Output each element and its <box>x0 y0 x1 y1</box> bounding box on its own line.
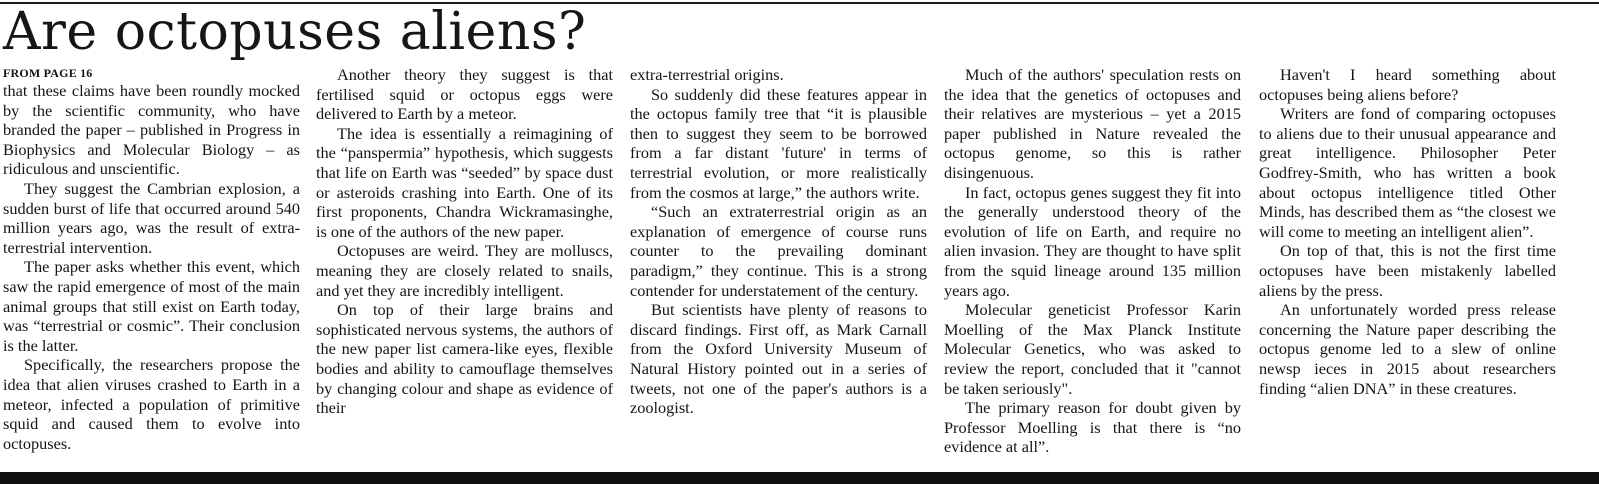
paragraph: Specifically, the researchers propose the idea that alien viruses crashed to Earth in a meteor, infected a population of primitive squid and caused them to evolve into octopuses. <box>3 355 300 453</box>
paragraph: “Such an extraterrestrial origin as an explanation of emergence of course runs counter to the prevailing dominant paradigm,” they continue. This is a strong contender for understatement of the century. <box>630 202 927 300</box>
paragraph: The primary reason for doubt given by Professor Moelling is that there is “no evidence at all”. <box>944 398 1241 457</box>
paragraph: extra-terrestrial origins. <box>630 65 784 84</box>
paragraph: But scientists have plenty of reasons to discard findings. First off, as Mark Carnall from the Oxford University Museum of Natural History pointed out in a series of tweets, not one of the paper's authors is a zoologist. <box>630 300 927 418</box>
paragraph: Much of the authors' speculation rests on the idea that the genetics of octopuses and their relatives are mysterious – yet a 2015 paper published in Nature revealed the octopus genome, so this is rather disingenuous. <box>944 65 1241 182</box>
paragraph: An unfortunately worded press release concerning the Nature paper describing the octopus genome led to a slew of online newsp ieces in 2015 about researchers finding “alien DNA” in these creatures. <box>1259 300 1556 398</box>
paragraph: that these claims have been roundly mocked by the scientific community, who have branded the paper – published in Progress in Biophysics and Molecular Biology – as ridiculous and unscientific. <box>3 81 300 179</box>
paragraph: The paper asks whether this event, which saw the rapid emergence of most of the main animal groups that still exist on Earth today, was “terrestrial or cosmic”. Their conclusion is the latter. <box>3 257 300 355</box>
paragraph: On top of their large brains and sophisticated nervous systems, the authors of the new paper list camera-like eyes, flexible bodies and ability to camouflage themselves by changing colour and shape as evidence of their <box>316 300 613 418</box>
subheading: Haven't I heard something about octopuses being aliens before? <box>1259 65 1556 104</box>
column-4 <box>944 65 1241 457</box>
paragraph: They suggest the Cambrian explosion, a sudden burst of life that occurred around 540 million years ago, was the result of extra-terrestrial intervention. <box>3 178 300 257</box>
paragraph: Molecular geneticist Professor Karin Moelling of the Max Planck Institute Molecular Genetics, who was asked to review the report, concluded that it "cannot be taken seriously". <box>944 300 1241 398</box>
paragraph: Writers are fond of comparing octopuses to aliens due to their unusual appearance and great intelligence. Philosopher Peter Godfrey-Smith, who has written a book about octopus intelligence titled Other Minds, has described them as “the closest we will come to meeting an intelligent alien”. <box>1259 104 1556 241</box>
headline: Are octopuses aliens? <box>3 2 587 62</box>
paragraph: So suddenly did these features appear in the octopus family tree that “it is plausible then to suggest they seem to be borrowed from a far distant 'future' in terms of terrestrial evolution, or more realistically from the cosmos at large,” the authors write. <box>630 84 927 202</box>
continued-from-label: FROM PAGE 16 <box>3 66 93 80</box>
bottom-rule <box>0 472 1599 484</box>
paragraph: On top of that, this is not the first time octopuses have been mistakenly labelled aliens by the press. <box>1259 241 1556 300</box>
column-2 <box>316 65 613 418</box>
column-1 <box>3 81 300 453</box>
paragraph: Octopuses are weird. They are molluscs, meaning they are closely related to snails, and yet they are incredibly intelligent. <box>316 241 613 300</box>
column-5 <box>1259 65 1556 398</box>
paragraph: The idea is essentially a reimagining of the “panspermia” hypothesis, which suggests that life on Earth was “seeded” by space dust or asteroids crashing into Earth. One of its first proponents, Chandra Wickramasinghe, is one of the authors of the new paper. <box>316 123 613 241</box>
column-3 <box>630 65 927 418</box>
paragraph: In fact, octopus genes suggest they fit into the generally understood theory of the evolution of life on Earth, and require no alien invasion. They are thought to have split from the squid lineage around 135 million years ago. <box>944 182 1241 300</box>
paragraph: Another theory they suggest is that fertilised squid or octopus eggs were delivered to Earth by a meteor. <box>316 65 613 124</box>
